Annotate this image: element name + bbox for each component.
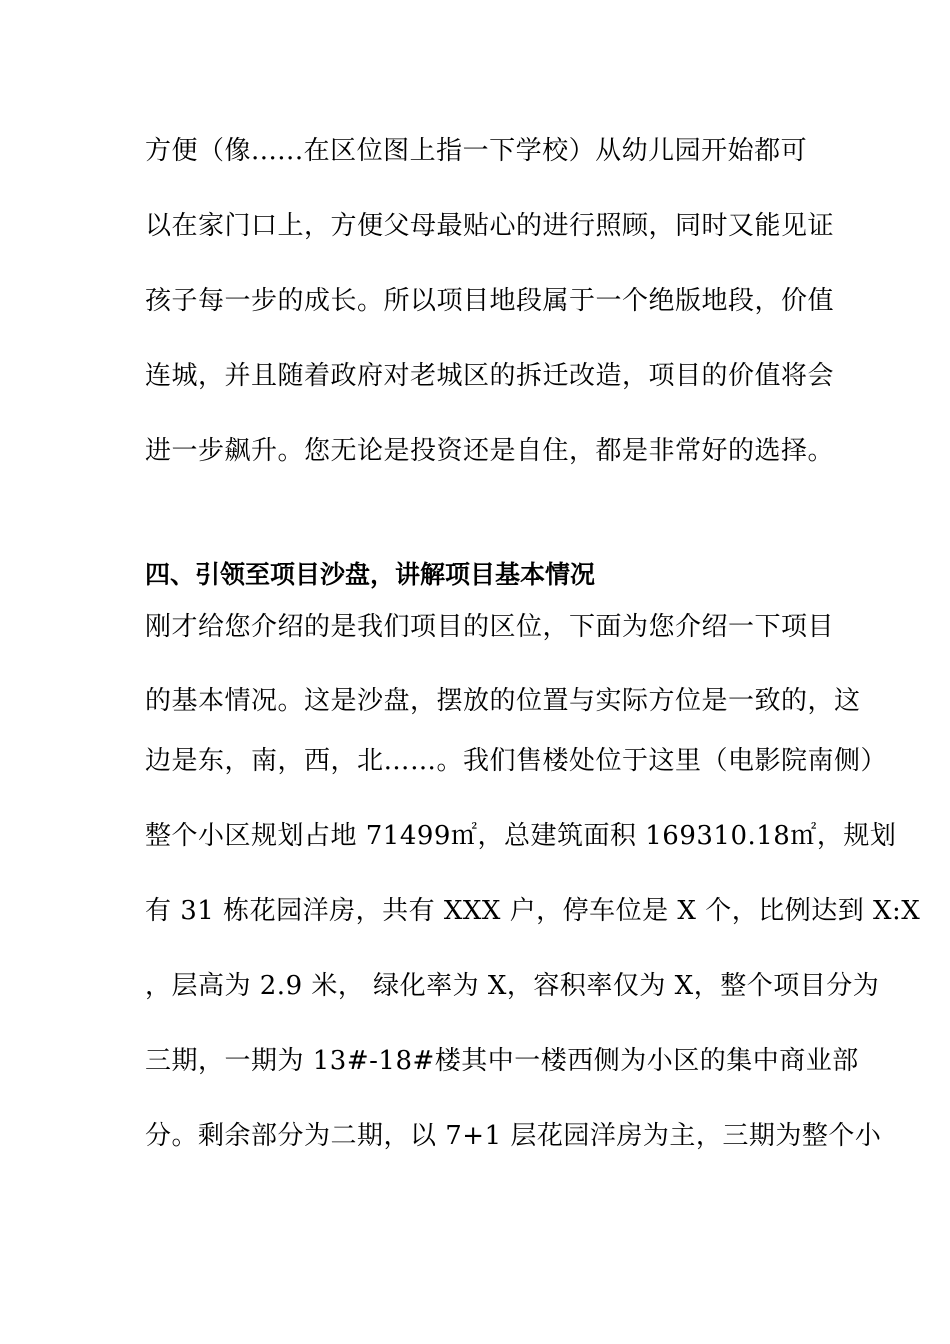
paragraph-line: ，层高为 2.9 米， 绿化率为 X，容积率仅为 X，整个项目分为 (145, 971, 880, 1001)
paragraph-line: 边是东，南，西，北……。我们售楼处位于这里（电影院南侧） (145, 746, 888, 776)
paragraph-line: 刚才给您介绍的是我们项目的区位，下面为您介绍一下项目 (145, 612, 835, 642)
paragraph-line: 孩子每一步的成长。所以项目地段属于一个绝版地段，价值 (145, 286, 835, 316)
paragraph-line: 连城，并且随着政府对老城区的拆迁改造，项目的价值将会 (145, 361, 835, 391)
paragraph-line: 三期，一期为 13#-18#楼其中一楼西侧为小区的集中商业部 (145, 1046, 859, 1076)
paragraph-line: 整个小区规划占地 71499㎡，总建筑面积 169310.18㎡，规划 (145, 821, 897, 851)
paragraph-line: 分。剩余部分为二期，以 7+1 层花园洋房为主，三期为整个小 (145, 1121, 882, 1151)
paragraph-line: 以在家门口上，方便父母最贴心的进行照顾，同时又能见证 (145, 211, 835, 241)
section-heading: 四、引领至项目沙盘，讲解项目基本情况 (145, 560, 596, 589)
paragraph-line: 的基本情况。这是沙盘，摆放的位置与实际方位是一致的，这 (145, 686, 861, 716)
paragraph-line: 进一步飙升。您无论是投资还是自住，都是非常好的选择。 (145, 436, 835, 466)
paragraph-line: 方便（像......在区位图上指一下学校）从幼儿园开始都可 (145, 136, 808, 166)
paragraph-line: 有 31 栋花园洋房，共有 XXX 户，停车位是 X 个，比例达到 X:X (145, 896, 921, 926)
